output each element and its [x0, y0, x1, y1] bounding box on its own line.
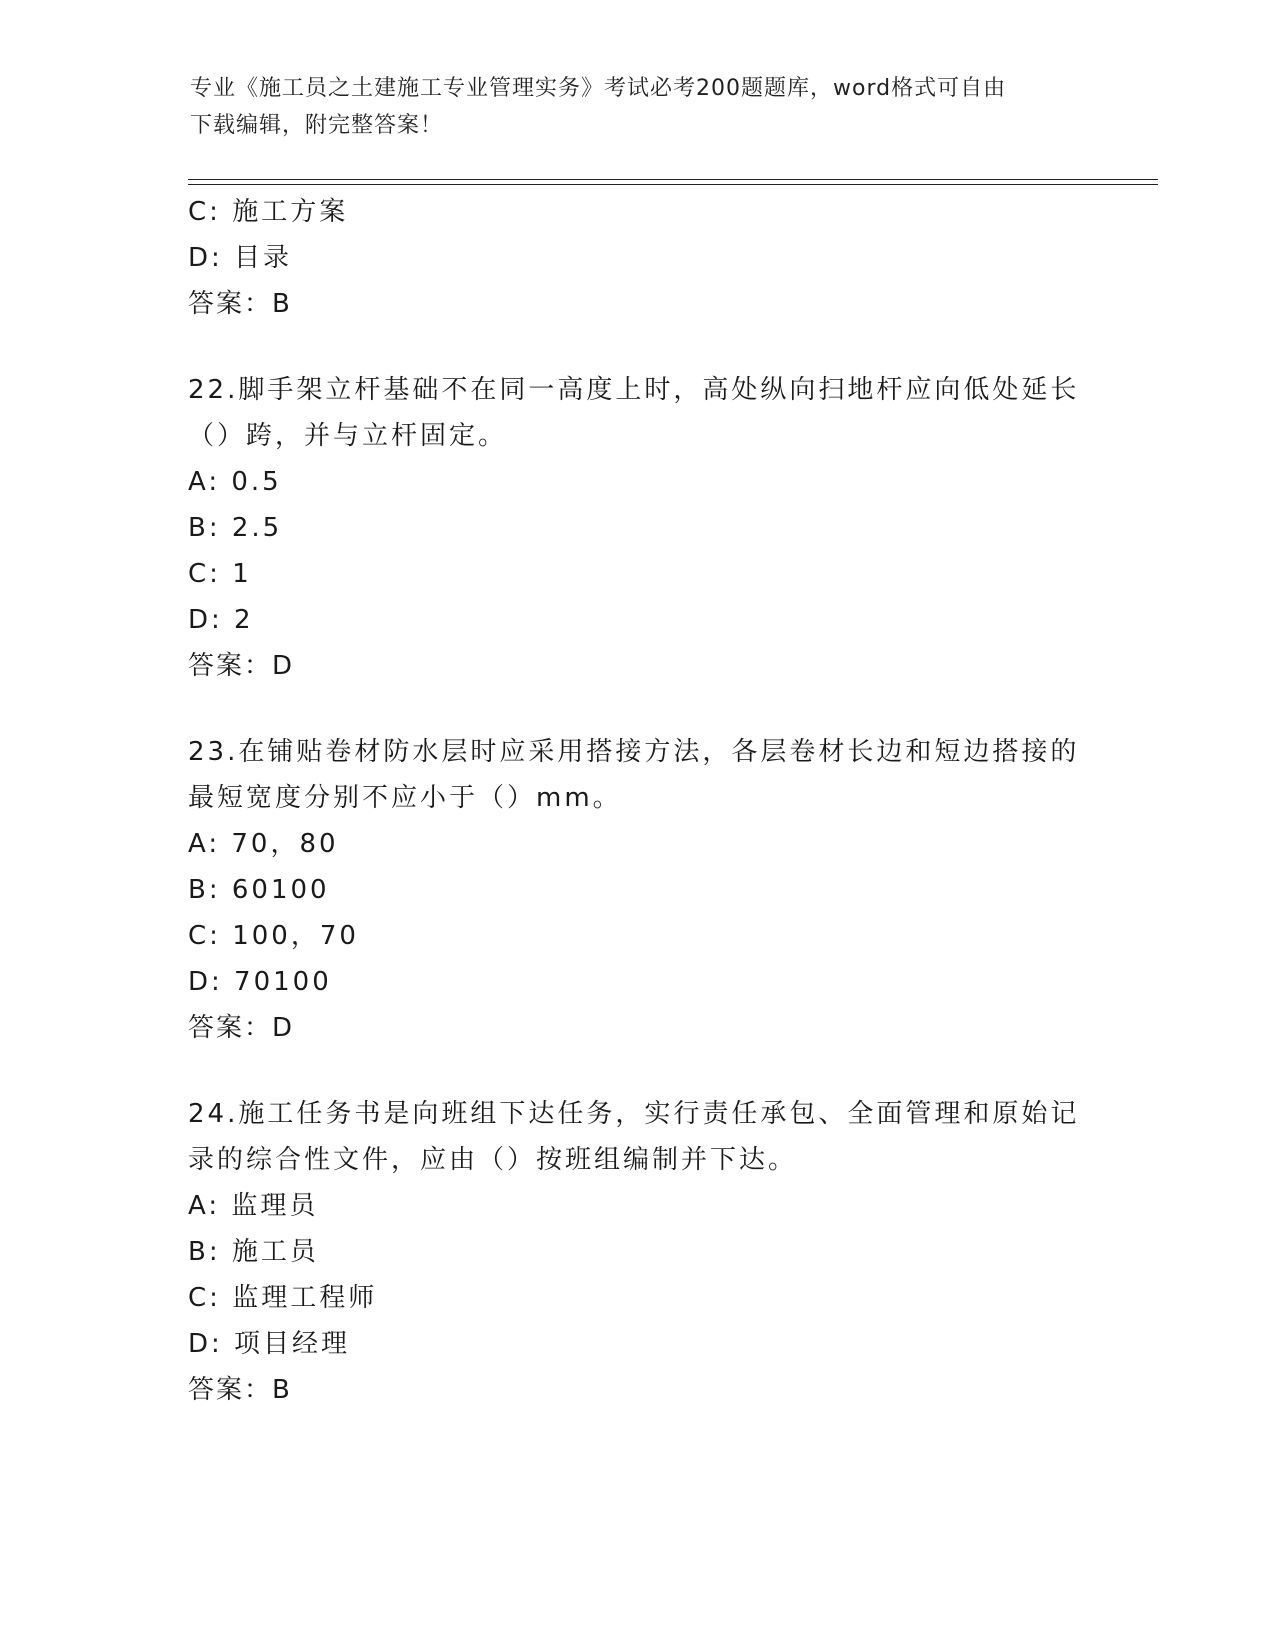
option-text: 目录	[234, 243, 293, 273]
option-c	[188, 913, 1088, 959]
answer-line: 答案：B	[188, 289, 292, 319]
option-text: 监理员	[231, 1191, 319, 1221]
option-text: 1	[232, 559, 252, 589]
option-c	[188, 1275, 1088, 1321]
prev-question-block	[188, 189, 1088, 327]
option-d	[188, 235, 1088, 281]
option-text: 项目经理	[234, 1329, 351, 1359]
question-22	[188, 367, 1088, 689]
option-text: 100，70	[232, 921, 359, 951]
option-text: 2	[234, 605, 254, 635]
question-stem-line-1: 24.施工任务书是向班组下达任务，实行责任承包、全面管理和原始记	[188, 1099, 1080, 1129]
question-stem-line-2: （）跨，并与立杆固定。	[188, 421, 508, 451]
header-title-line-1: 专业《施工员之土建施工专业管理实务》考试必考200题题库，word格式可自由	[190, 76, 1007, 101]
option-label: C:	[188, 197, 221, 227]
option-label: D:	[188, 243, 223, 273]
option-label: B:	[188, 1237, 221, 1267]
header-title-line-2: 下载编辑，附完整答案！	[190, 113, 444, 138]
question-stem-line-1: 22.脚手架立杆基础不在同一高度上时，高处纵向扫地杆应向低处延长	[188, 375, 1080, 405]
option-b	[188, 1229, 1088, 1275]
option-label: B:	[188, 513, 221, 543]
option-b	[188, 505, 1088, 551]
option-a	[188, 821, 1088, 867]
option-label: C:	[188, 1283, 221, 1313]
question-23	[188, 729, 1088, 1051]
header-divider-bottom	[188, 184, 1158, 185]
option-text: 施工方案	[232, 197, 349, 227]
option-a	[188, 1183, 1088, 1229]
option-a	[188, 459, 1088, 505]
option-d	[188, 959, 1088, 1005]
question-stem-line-1: 23.在铺贴卷材防水层时应采用搭接方法，各层卷材长边和短边搭接的	[188, 737, 1080, 767]
option-label: D:	[188, 605, 223, 635]
option-b	[188, 867, 1088, 913]
question-stem-line-2: 最短宽度分别不应小于（）mm。	[188, 783, 622, 813]
option-c	[188, 189, 1088, 235]
answer-line: 答案：D	[188, 651, 295, 681]
option-d	[188, 1321, 1088, 1367]
question-content	[188, 189, 1088, 1413]
header-divider-top	[188, 179, 1158, 180]
option-label: D:	[188, 967, 223, 997]
option-d	[188, 597, 1088, 643]
question-stem-line-2: 录的综合性文件，应由（）按班组编制并下达。	[188, 1145, 798, 1175]
option-text: 2.5	[231, 513, 283, 543]
option-label: A:	[188, 1191, 221, 1221]
option-label: D:	[188, 1329, 223, 1359]
option-text: 70，80	[231, 829, 339, 859]
option-label: C:	[188, 559, 221, 589]
answer-line: 答案：D	[188, 1013, 295, 1043]
option-label: A:	[188, 467, 221, 497]
option-label: A:	[188, 829, 221, 859]
option-label: B:	[188, 875, 221, 905]
option-text: 0.5	[231, 467, 282, 497]
option-c	[188, 551, 1088, 597]
document-header	[190, 70, 1080, 144]
option-label: C:	[188, 921, 221, 951]
answer-line: 答案：B	[188, 1375, 292, 1405]
option-text: 监理工程师	[232, 1283, 378, 1313]
question-24	[188, 1091, 1088, 1413]
option-text: 60100	[231, 875, 330, 905]
option-text: 施工员	[231, 1237, 319, 1267]
option-text: 70100	[234, 967, 332, 997]
